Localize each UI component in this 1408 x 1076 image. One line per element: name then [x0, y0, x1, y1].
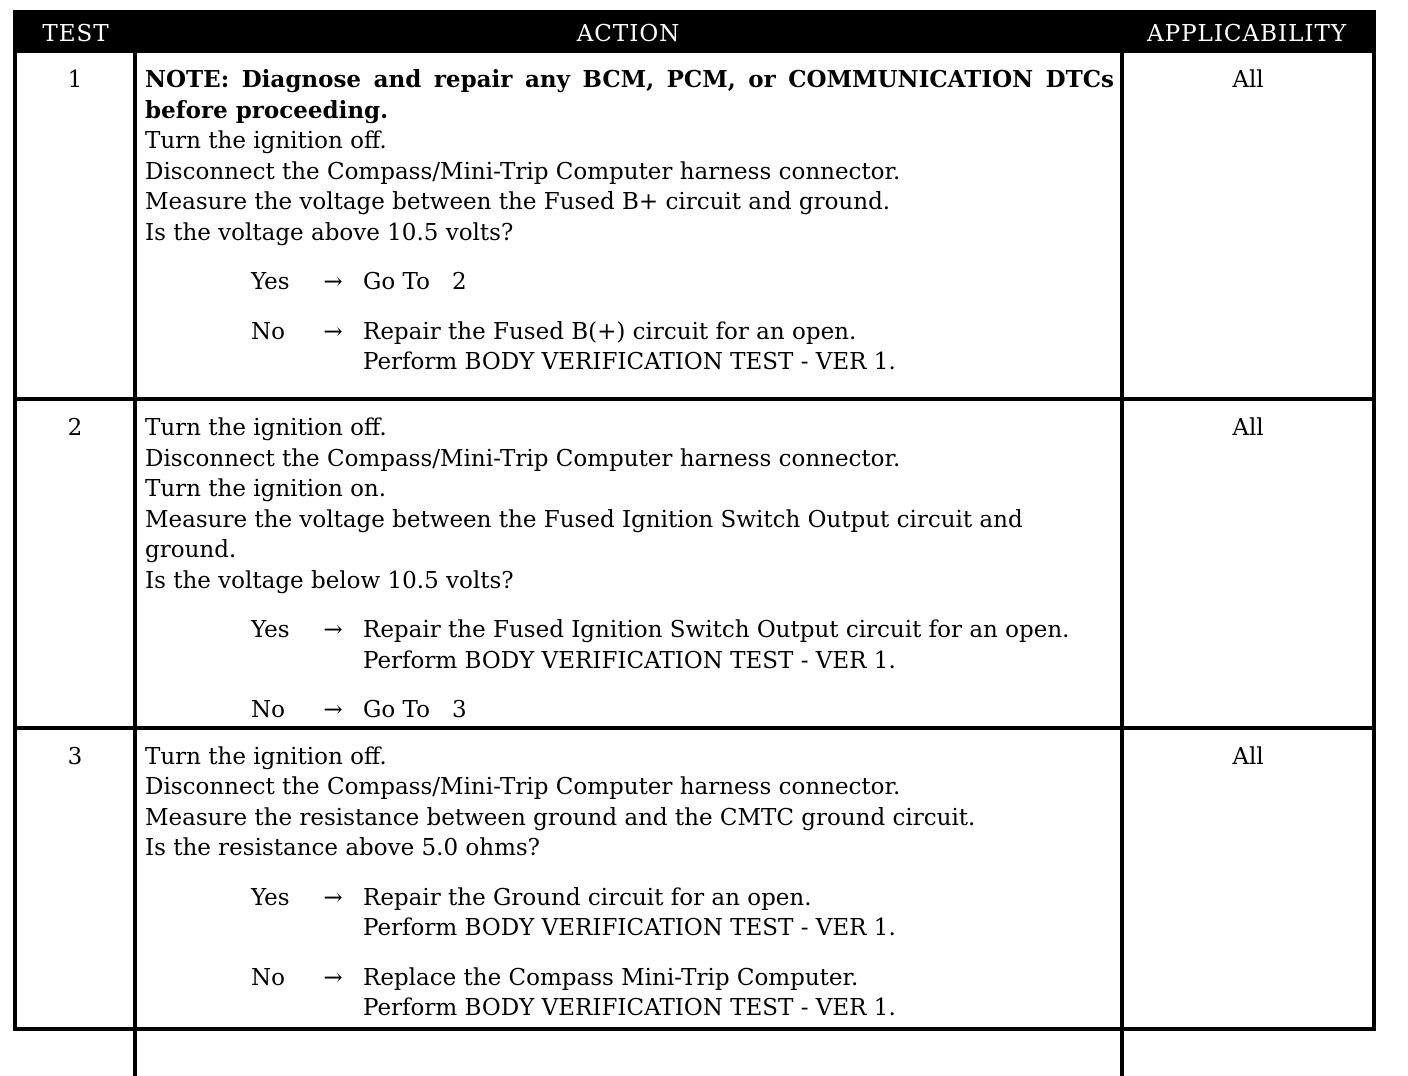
- step-text: Disconnect the Compass/Mini-Trip Computer harness connector.: [145, 158, 901, 185]
- no-label: No: [251, 697, 285, 723]
- yes-answer: [251, 883, 1114, 944]
- question-text: Is the resistance above 5.0 ohms?: [145, 835, 541, 861]
- diagnostic-table-frame: [13, 10, 1376, 1031]
- arrow-icon: →: [323, 964, 343, 991]
- yes-answer: [251, 267, 1114, 298]
- no-label: No: [251, 318, 285, 345]
- no-answer: [251, 695, 1114, 726]
- arrow-icon: →: [323, 697, 343, 723]
- yes-label: Yes: [251, 269, 290, 295]
- no-answer: [251, 963, 1114, 1024]
- arrow-icon: →: [323, 318, 343, 345]
- goto-link[interactable]: 2: [451, 269, 467, 295]
- answer-line: Repair the Fused B(+) circuit for an open.: [363, 318, 857, 345]
- step-text: Measure the voltage between the Fused B+ circuit and ground.: [145, 189, 891, 215]
- test-row-2: [17, 399, 1372, 728]
- action-cell: [135, 728, 1122, 1076]
- applicability-value: All: [1122, 728, 1372, 1076]
- step-text: Turn the ignition off.: [145, 415, 387, 441]
- action-cell: [135, 53, 1122, 399]
- yes-label: Yes: [251, 884, 290, 911]
- step-text: Turn the ignition off.: [145, 128, 387, 154]
- question-text: Is the voltage above 10.5 volts?: [145, 219, 514, 246]
- goto-link[interactable]: 3: [451, 697, 467, 723]
- step-text: Measure the resistance between ground and the CMTC ground circuit.: [145, 804, 976, 831]
- applicability-value: All: [1122, 399, 1372, 728]
- answer-line: Perform BODY VERIFICATION TEST - VER 1.: [363, 915, 896, 941]
- note-text: NOTE: Diagnose and repair any BCM, PCM, or COMMUNICATION DTCs before proceeding.: [145, 66, 1114, 124]
- answer-line: Repair the Fused Ignition Switch Output circuit for an open.: [363, 617, 1070, 643]
- answer-line: Repair the Ground circuit for an open.: [363, 884, 812, 911]
- no-label: No: [251, 964, 285, 991]
- header-test: TEST: [17, 14, 135, 53]
- yes-answer: [251, 615, 1114, 676]
- test-row-3: [17, 728, 1372, 1076]
- goto-text: Go To: [363, 269, 430, 295]
- test-number: 2: [17, 399, 135, 728]
- step-text: Disconnect the Compass/Mini-Trip Computer harness connector.: [145, 445, 901, 472]
- diagnostic-table: [17, 14, 1372, 1076]
- step-text: Disconnect the Compass/Mini-Trip Computer harness connector.: [145, 774, 901, 800]
- test-row-1: [17, 53, 1372, 399]
- question-text: Is the voltage below 10.5 volts?: [145, 567, 514, 594]
- answer-line: Replace the Compass Mini-Trip Computer.: [363, 964, 859, 991]
- answer-line: Perform BODY VERIFICATION TEST - VER 1.: [363, 995, 896, 1021]
- header-row: [17, 14, 1372, 53]
- test-number: 1: [17, 53, 135, 399]
- arrow-icon: →: [323, 884, 343, 911]
- step-text: Measure the voltage between the Fused Ignition Switch Output circuit and ground.: [145, 506, 1023, 563]
- header-applicability: APPLICABILITY: [1122, 14, 1372, 53]
- arrow-icon: →: [323, 269, 343, 295]
- action-cell: [135, 399, 1122, 728]
- header-action: ACTION: [135, 14, 1122, 53]
- applicability-value: All: [1122, 53, 1372, 399]
- goto-text: Go To: [363, 697, 430, 723]
- answer-line: Perform BODY VERIFICATION TEST - VER 1.: [363, 349, 896, 375]
- yes-label: Yes: [251, 617, 290, 643]
- no-answer: [251, 317, 1114, 378]
- step-text: Turn the ignition off.: [145, 743, 387, 770]
- step-text: Turn the ignition on.: [145, 476, 387, 502]
- arrow-icon: →: [323, 617, 343, 643]
- answer-line: Perform BODY VERIFICATION TEST - VER 1.: [363, 647, 896, 674]
- test-number: 3: [17, 728, 135, 1076]
